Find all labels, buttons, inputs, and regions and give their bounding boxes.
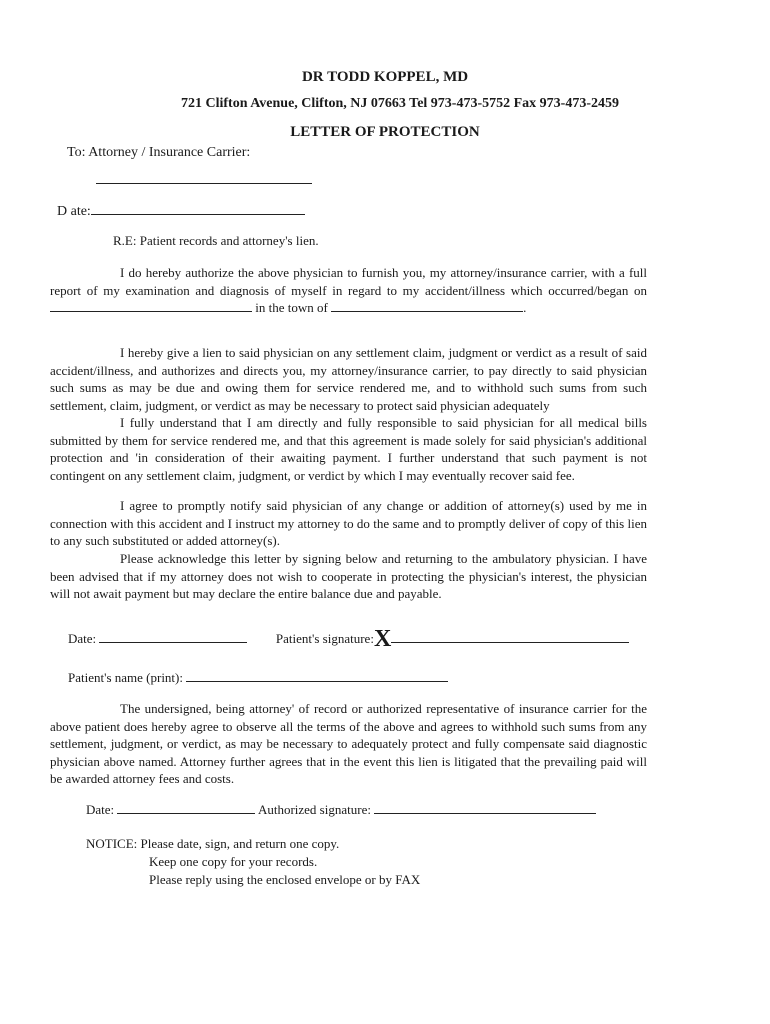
doctor-name: DR TODD KOPPEL, MD [301,69,469,85]
lien-paragraph [50,344,647,414]
patient-name-label: Patient's name (print): [68,670,183,685]
patient-date-field[interactable] [99,631,247,643]
patient-signature-field[interactable] [391,631,629,643]
attorney-date-label: Date: [86,802,115,817]
attorney-agreement-paragraph [50,700,647,788]
authorized-signature-label: Authorized signature: [257,802,371,817]
document-title: LETTER OF PROTECTION [290,124,480,140]
recipient-field[interactable] [96,183,312,184]
notice-line-3: Please reply using the enclosed envelope or by FAX [149,872,421,887]
patient-name-field[interactable] [186,670,448,682]
re-line: R.E: Patient records and attorney's lien. [113,233,319,248]
attorney-signature-row [86,802,596,818]
para3-text: I fully understand that I am directly and fully responsible to said physician for all medical bills submitted by them for service rendered me, and that this agreement is made solely for said physician's additional protection and 'in consideration of their awaiting payment. I further understand that such payment is not contingent on any settlement claim, judgment, or verdict by which I may eventually recover said fee. [50,415,647,483]
patient-signature-row [68,626,629,653]
doctor-address: 721 Clifton Avenue, Clifton, NJ 07663 Tel 973-473-5752 Fax 973-473-2459 [180,96,619,111]
town-field[interactable] [331,300,523,312]
patient-signature-label: Patient's signature: [275,631,374,646]
notice-block [86,835,420,889]
responsibility-paragraph [50,414,647,484]
date-label: D ate: [57,204,91,219]
notice-line-1: NOTICE: Please date, sign, and return one copy. [86,836,340,851]
para5-text: Please acknowledge this letter by signing below and returning to the ambulatory physician. I have been advised that if my attorney does not wish to cooperate in protecting the physician's interest, the physician will not await payment but may declare the entire balance due and payable. [50,551,647,601]
attorney-change-paragraph [50,497,647,550]
acknowledge-paragraph [50,550,647,603]
para2-text: I hereby give a lien to said physician on any settlement claim, judgment or verdict as a result of said accident/illness, and authorizes and directs you, my attorney/insurance carrier, to pay directly to said physician such sums as may be due and owing them for service rendered me, and to withhold such sums from such settlement, claim, judgment, or verdict as may be necessary to protect said physician adequately [50,345,647,413]
accident-date-field[interactable] [50,300,252,312]
para4-text: I agree to promptly notify said physician of any change or addition of attorney(s) used by me in connection with this accident and I instruct my attorney to do the same and to promptly deliver of copy of this lien to any such substituted or added attorney(s). [50,498,647,548]
authorized-signature-field[interactable] [374,802,596,814]
para1-text: I do hereby authorize the above physician to furnish you, my attorney/insurance carrier, with a full report of my examination and diagnosis of myself in regard to my accident/illness which occurred/began on [50,265,647,298]
patient-name-row [68,670,448,686]
signature-x-mark: X [373,626,392,652]
para1-end: . [523,300,527,315]
patient-date-label: Date: [68,631,97,646]
notice-line-2: Keep one copy for your records. [149,854,318,869]
to-label: To: Attorney / Insurance Carrier: [67,145,251,160]
para1-town-label: in the town of [255,300,328,315]
date-field[interactable] [91,201,305,215]
authorization-paragraph [50,264,647,317]
para6-text: The undersigned, being attorney' of record or authorized representative of insurance carrier for the above patient does hereby agree to observe all the terms of the above and agrees to withhold such sums from any settlement, judgment, or verdict, as may be necessary to adequately protect and fully compensate said diagnostic physician above named. Attorney further agrees that in the event this lien is litigated that the prevailing paid will be awarded attorney fees and costs. [50,701,647,786]
attorney-date-field[interactable] [117,802,255,814]
date-row [57,201,305,220]
